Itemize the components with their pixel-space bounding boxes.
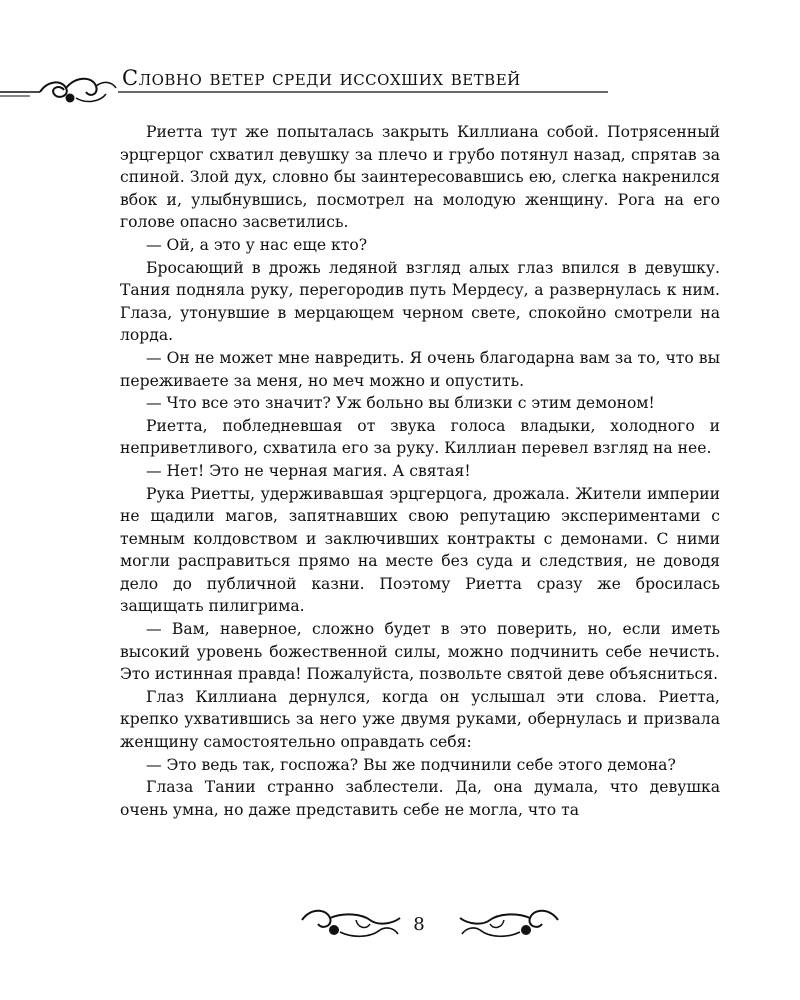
paragraph: Рука Риетты, удерживавшая эрцгерцога, дрожала. Жители империи не щадили магов, запятнавших свою репутацию экспериментами с темным колдовством и заключивших контракты с демонами. С ними могли расправиться прямо на месте без суда и следствия, не доводя дело до публичной казни. Поэтому Риетта сразу же бросилась защищать пилигрима.	[120, 484, 720, 616]
paragraph: — Он не может мне навредить. Я очень благодарна вам за то, что вы переживаете за меня, но меч можно и опустить.	[120, 348, 720, 390]
paragraph: Глаз Киллиана дернулся, когда он услышал эти слова. Риетта, крепко ухватившись за него уже двумя руками, обернулась и призвала женщину самостоятельно оправдать себя:	[120, 687, 720, 752]
running-header	[0, 58, 800, 108]
scroll-ornament-right-icon	[450, 904, 560, 944]
page-number: 8	[413, 914, 425, 935]
paragraph: — Это ведь так, госпожа? Вы же подчинили себе этого демона?	[146, 755, 676, 774]
paragraph: Риетта, побледневшая от звука голоса владыки, холодного и неприветливого, схватила его за руку. Киллиан перевел взгляд на нее.	[120, 416, 720, 458]
scroll-ornament-left-icon	[300, 904, 410, 944]
page-footer	[0, 904, 800, 944]
paragraph: — Вам, наверное, сложно будет в это поверить, но, если иметь высокий уровень божественной силы, можно подчинить себе нечисть. Это истинная правда! Пожалуйста, позвольте святой деве объясниться.	[120, 620, 720, 684]
paragraph: — Нет! Это не черная магия. А святая!	[146, 461, 471, 480]
paragraph: Бросающий в дрожь ледяной взгляд алых глаз впился в девушку. Тания подняла руку, перегородив путь Мердесу, а развернулась к ним. Глаза, утонувшие в мерцающем черном свете, спокойно смотрели на лорда.	[120, 258, 720, 345]
paragraph: — Что все это значит? Уж больно вы близки с этим демоном!	[146, 394, 655, 413]
paragraph: — Ой, а это у нас еще кто?	[146, 235, 368, 254]
paragraph: Риетта тут же попыталась закрыть Киллиана собой. Потрясенный эрцгерцог схватил девушку за плечо и грубо потянул назад, спрятав за спиной. Злой дух, словно бы заинтересовавшись ею, слегка накренился вбок и, улыбнувшись, посмотрел на молодую женщину. Рога на его голове опасно засветились.	[120, 123, 720, 232]
paragraph: Глаза Тании странно заблестели. Да, она думала, что девушка очень умна, но даже представить себе не могла, что та	[120, 778, 720, 819]
body-text	[120, 121, 720, 821]
header-title: Словно ветер среди иссохших ветвей	[122, 66, 521, 90]
